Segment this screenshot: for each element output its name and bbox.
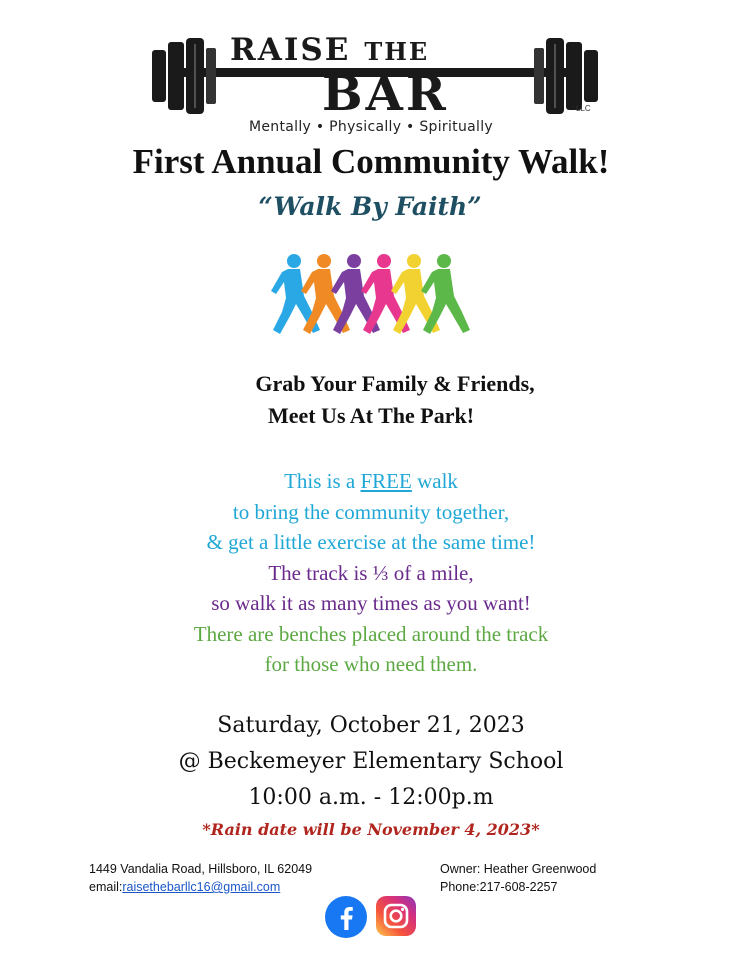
description-line-1-post: walk [411,469,458,493]
logo-tagline: Mentally • Physically • Spiritually [249,119,493,135]
email-link[interactable]: raisethebarllc16@gmail.com [122,880,281,894]
event-details [0,708,742,816]
rain-date: *Rain date will be November 4, 2023* [202,820,540,839]
logo-the: THE [364,37,430,66]
free-highlight: FREE [360,469,412,493]
email-line [89,880,280,894]
facebook-icon[interactable] [325,896,367,938]
walker-green [421,254,470,334]
invite-heading [0,368,742,432]
phone: Phone:217-608-2257 [440,880,558,894]
description-line-3: & get a little exercise at the same time! [206,530,536,554]
address: 1449 Vandalia Road, Hillsboro, IL 62049 [89,862,313,876]
walkers-silhouette-graphic [262,252,482,338]
instagram-icon[interactable] [376,896,416,936]
description-line-4: The track is ⅓ of a mile, [268,560,474,585]
event-time: 10:00 a.m. - 12:00p.m [248,785,494,810]
logo-wordmark-top [230,32,530,68]
email-label: email: [89,880,123,894]
event-location: @ Beckemeyer Elementary School [178,749,564,774]
description-line-7: for those who need them. [264,652,478,676]
description-line-5: so walk it as many times as you want! [211,591,531,615]
invite-line-1: Grab Your Family & Friends, [255,371,535,396]
event-date: Saturday, October 21, 2023 [217,713,525,738]
page-title: First Annual Community Walk! [132,142,610,181]
owner: Owner: Heather Greenwood [440,862,597,876]
subtitle: “Walk By Faith” [258,192,482,221]
description-line-6: There are benches placed around the track [193,621,549,646]
logo-raise: RAISE [230,32,351,68]
description [0,466,742,680]
description-line-1 [0,466,742,497]
description-line-1-pre: This is a [284,469,361,493]
logo-wordmark-bar: BAR [322,66,449,122]
invite-line-2: Meet Us At The Park! [267,403,475,428]
logo-llc: LLC [576,104,591,113]
description-line-2: to bring the community together, [232,499,510,524]
